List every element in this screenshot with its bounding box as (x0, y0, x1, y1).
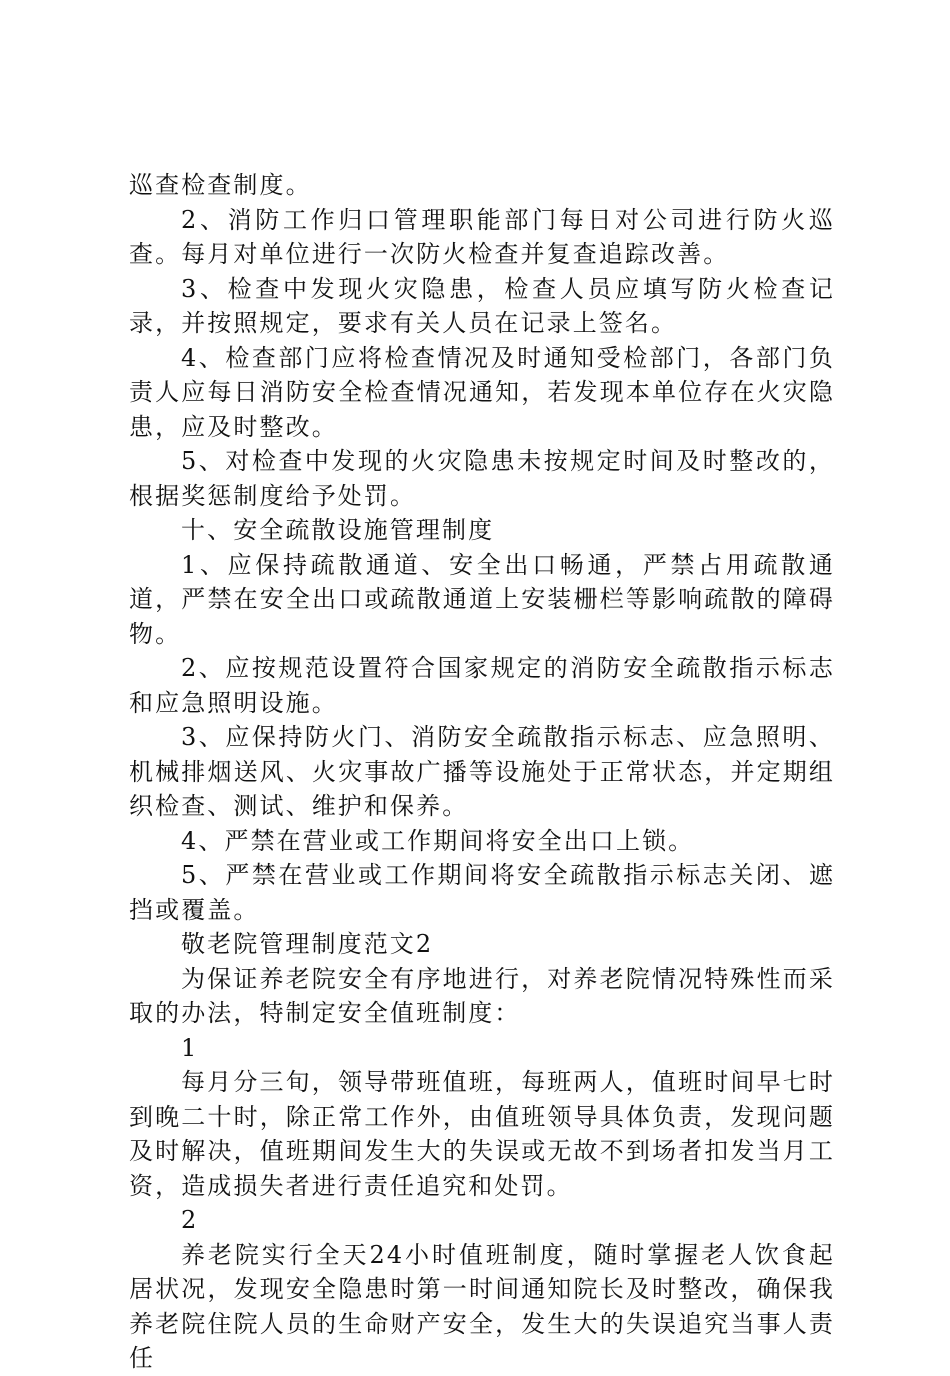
item-number-1: 1 (181, 1033, 199, 1062)
paragraph-7: 1、应保持疏散通道、安全出口畅通，严禁占用疏散通道，严禁在安全出口或疏散通道上安装栅栏等影响疏散的障碍物。 (129, 550, 835, 648)
paragraph-8: 2、应按规范设置符合国家规定的消防安全疏散指示标志和应急照明设施。 (129, 654, 835, 717)
paragraph-13: 为保证养老院安全有序地进行，对养老院情况特殊性而采取的办法，特制定安全值班制度： (129, 964, 835, 1027)
section-heading-sample-2: 敬老院管理制度范文2 (181, 930, 434, 958)
paragraph-2: 2、消防工作归口管理职能部门每日对公司进行防火巡查。每月对单位进行一次防火检查并复查追踪改善。 (129, 205, 835, 268)
paragraph-3: 3、检查中发现火灾隐患，检查人员应填写防火检查记录，并按照规定，要求有关人员在记录上签名。 (129, 274, 835, 337)
paragraph-1: 巡查检查制度。 (129, 171, 312, 199)
paragraph-11: 5、严禁在营业或工作期间将安全疏散指示标志关闭、遮挡或覆盖。 (129, 861, 835, 924)
paragraph-10: 4、严禁在营业或工作期间将安全出口上锁。 (181, 826, 695, 855)
paragraph-17: 养老院实行全天24小时值班制度，随时掌握老人饮食起居状况，发现安全隐患时第一时间通知院长及时整改，确保我养老院住院人员的生命财产安全，发生大的失误追究当事人责任 (129, 1240, 835, 1372)
section-heading-evacuation: 十、安全疏散设施管理制度 (181, 516, 495, 544)
paragraph-4: 4、检查部门应将检查情况及时通知受检部门，各部门负责人应每日消防安全检查情况通知，若发现本单位存在火灾隐患，应及时整改。 (129, 343, 835, 441)
item-number-2: 2 (181, 1206, 199, 1234)
paragraph-5: 5、对检查中发现的火灾隐患未按规定时间及时整改的，根据奖惩制度给予处罚。 (129, 447, 835, 510)
document-body (129, 168, 835, 1376)
paragraph-15: 每月分三旬，领导带班值班，每班两人，值班时间早七时到晚二十时，除正常工作外，由值班领导具体负责，发现问题及时解决，值班期间发生大的失误或无故不到场者扣发当月工资，造成损失者进行责任追究和处罚。 (129, 1068, 835, 1200)
paragraph-9: 3、应保持防火门、消防安全疏散指示标志、应急照明、机械排烟送风、火灾事故广播等设施处于正常状态，并定期组织检查、测试、维护和保养。 (129, 723, 835, 820)
